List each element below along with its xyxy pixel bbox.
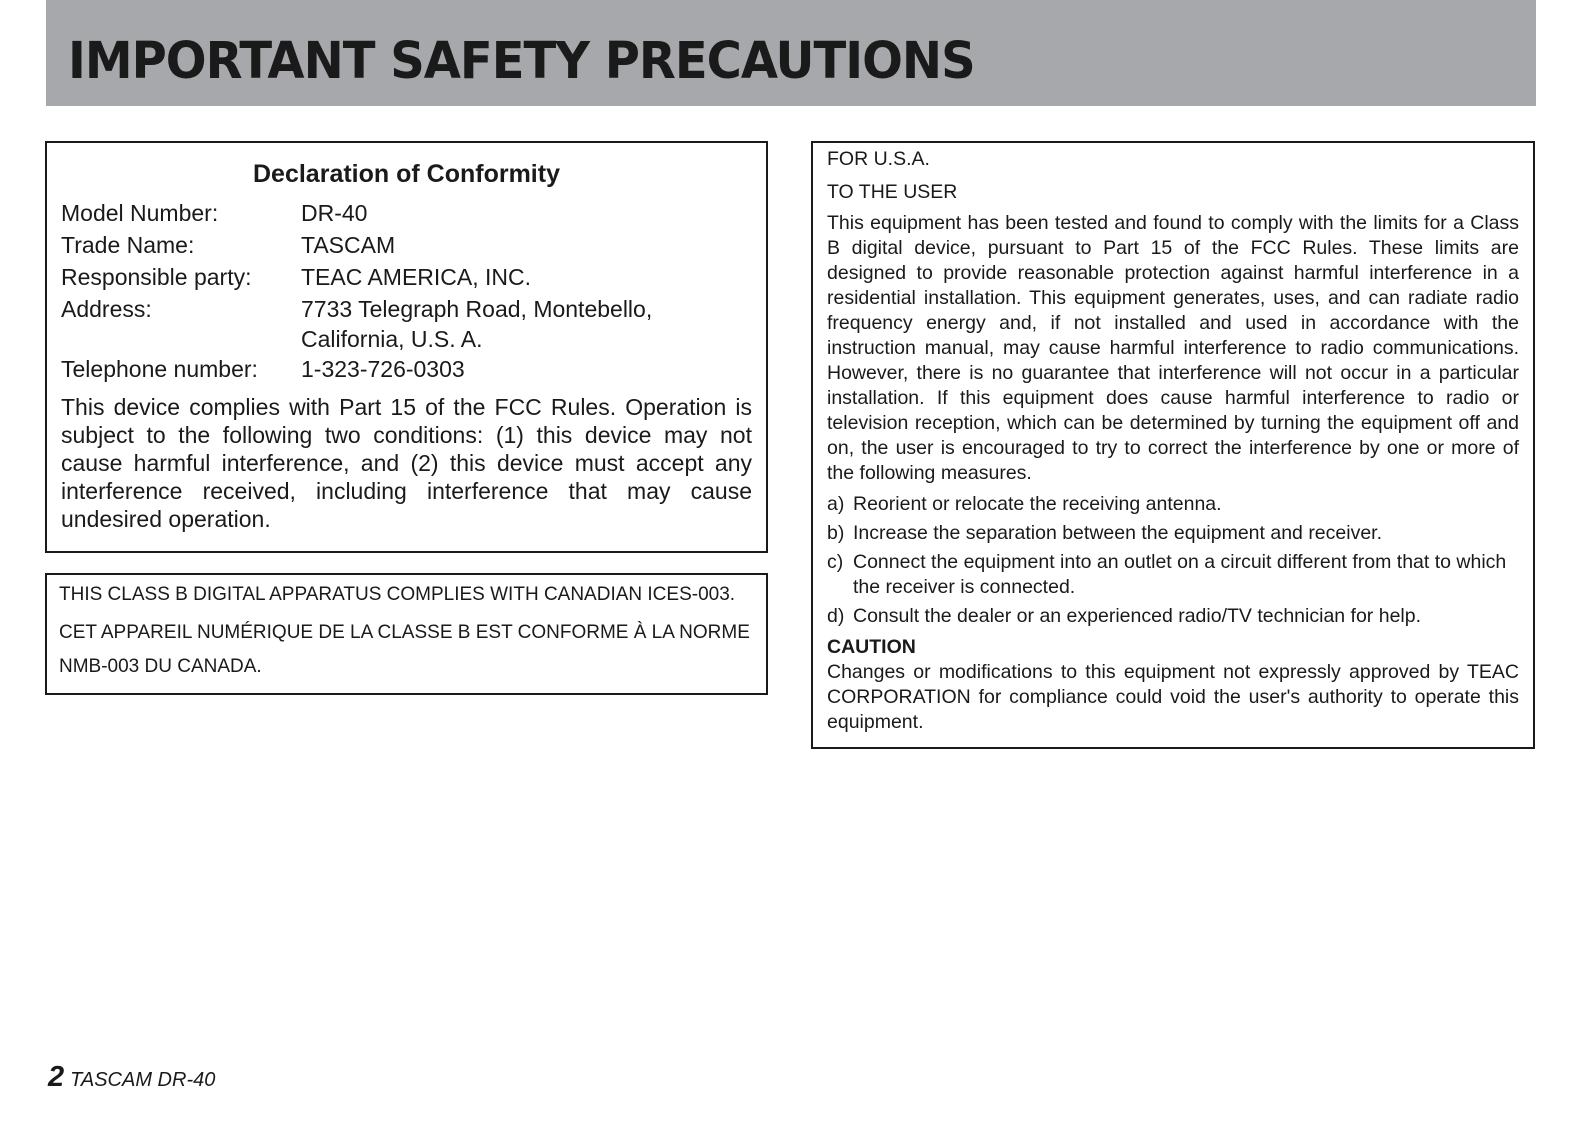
list-text: Consult the dealer or an experienced radio/TV technician for help. xyxy=(853,605,1422,627)
list-marker: d) xyxy=(827,605,845,627)
list-text: Reorient or relocate the receiving antenna. xyxy=(853,493,1222,515)
header-bar xyxy=(46,0,1536,106)
canada-compliance-box xyxy=(45,573,768,695)
fcc-compliance-statement: This device complies with Part 15 of the FCC Rules. Operation is subject to the following two conditions: (1) this device may not cause harmful interference, and (2) this device must accept any interference received, including interference that may cause undesired operation. xyxy=(61,394,752,532)
list-item xyxy=(827,604,1519,629)
telephone-row xyxy=(61,353,766,385)
declaration-title: Declaration of Conformity xyxy=(253,160,560,188)
model-number-value: DR-40 xyxy=(301,200,368,226)
responsible-party-label: Responsible party: xyxy=(61,264,252,290)
canada-english-text: THIS CLASS B DIGITAL APPARATUS COMPLIES WITH CANADIAN ICES-003. xyxy=(59,584,736,605)
declaration-of-conformity-box xyxy=(45,141,768,553)
caution-text: Changes or modifications to this equipment not expressly approved by TEAC CORPORATION for compliance could void the user's authority to operate this equipment. xyxy=(827,661,1519,733)
measures-list xyxy=(827,492,1519,629)
address-line-1: 7733 Telegraph Road, Montebello, xyxy=(301,296,653,322)
trade-name-row xyxy=(61,229,766,261)
responsible-party-value: TEAC AMERICA, INC. xyxy=(301,264,532,290)
page-title: IMPORTANT SAFETY PRECAUTIONS xyxy=(68,31,975,91)
trade-name-label: Trade Name: xyxy=(61,232,195,258)
list-item xyxy=(827,550,1519,600)
page-number: 2 xyxy=(48,1061,65,1093)
telephone-label: Telephone number: xyxy=(61,356,258,382)
list-marker: c) xyxy=(827,551,844,573)
fcc-notice-box xyxy=(811,141,1535,749)
address-line-2: California, U.S. A. xyxy=(301,326,483,352)
declaration-table xyxy=(61,197,766,385)
telephone-value: 1-323-726-0303 xyxy=(301,356,465,382)
product-name: TASCAM DR-40 xyxy=(70,1069,216,1091)
for-usa-heading: FOR U.S.A. xyxy=(827,148,930,170)
page-footer xyxy=(48,1062,215,1095)
trade-name-value: TASCAM xyxy=(301,232,396,258)
list-marker: b) xyxy=(827,522,845,544)
canada-french-text-line-2: NMB-003 DU CANADA. xyxy=(59,656,262,677)
fcc-body-text: This equipment has been tested and found to comply with the limits for a Class B digital device, pursuant to Part 15 of the FCC Rules. These limits are designed to provide reasonable protection against harmful interference in a residential installation. This equipment generates, uses, and can radiate radio frequency energy and, if not installed and used in accordance with the instruction manual, may cause harmful interference to radio communications. However, there is no guarantee that interference will not occur in a particular installation. If this equipment does cause harmful interference to radio or television reception, which can be determined by turning the equipment off and on, the user is encouraged to try to correct the interference by one or more of the following measures. xyxy=(827,212,1519,484)
address-value xyxy=(301,293,766,353)
responsible-party-row xyxy=(61,261,766,293)
list-text: Connect the equipment into an outlet on a circuit different from that to which the receiver is connected. xyxy=(853,551,1507,598)
model-number-row xyxy=(61,197,766,229)
model-number-label: Model Number: xyxy=(61,200,219,226)
list-item xyxy=(827,492,1519,517)
caution-heading: CAUTION xyxy=(827,636,916,658)
list-marker: a) xyxy=(827,493,845,515)
address-row xyxy=(61,293,766,353)
list-text: Increase the separation between the equipment and receiver. xyxy=(853,522,1383,544)
to-the-user-heading: TO THE USER xyxy=(827,181,958,203)
canada-french-text-line-1: CET APPAREIL NUMÉRIQUE DE LA CLASSE B EST CONFORME À LA NORME xyxy=(59,622,750,643)
address-label: Address: xyxy=(61,296,152,322)
list-item xyxy=(827,521,1519,546)
